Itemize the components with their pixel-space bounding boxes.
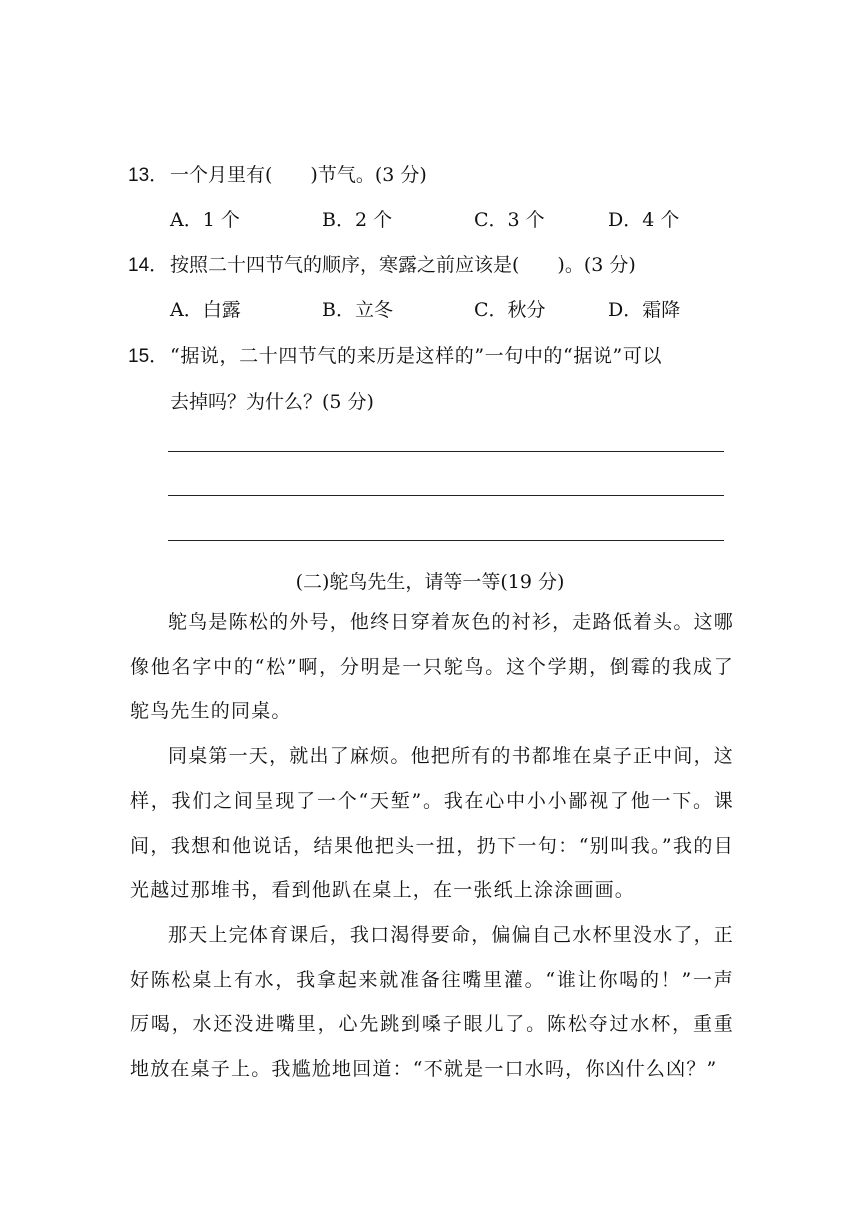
answer-line-3[interactable]	[168, 540, 724, 541]
question-13-option-c: C．3 个	[474, 209, 545, 231]
question-13-number: 13．	[128, 165, 169, 186]
question-13-text: 一个月里有( )节气。(3 分)	[170, 164, 427, 186]
question-15-text-line-2: 去掉吗？为什么？(5 分)	[170, 391, 374, 413]
passage-paragraph-3: 那天上完体育课后，我口渴得要命，偏偏自己水杯里没水了，正好陈松桌上有水，我拿起来就准备往嘴里灌。“谁让你喝的！”一声厉喝，水还没进嘴里，心先跳到嗓子眼儿了。陈松夺过水杯，重重地放在桌子上。我尴尬地回道：“不就是一口水吗，你凶什么凶？”	[130, 923, 734, 1081]
section-title: (二)鸵鸟先生，请等一等(19 分)	[295, 571, 565, 593]
answer-line-1[interactable]	[168, 451, 724, 452]
question-15-number: 15．	[128, 346, 169, 367]
passage-paragraph-1: 鸵鸟是陈松的外号，他终日穿着灰色的衬衫，走路低着头。这哪像他名字中的“松”啊，分明是一只鸵鸟。这个学期，倒霉的我成了鸵鸟先生的同桌。	[130, 611, 734, 723]
question-14-option-b: B．立冬	[322, 299, 393, 321]
question-14-option-d: D．霜降	[608, 299, 681, 321]
passage-paragraph-2: 同桌第一天，就出了麻烦。他把所有的书都堆在桌子正中间，这样，我们之间呈现了一个“天堑”。我在心中小小鄙视了他一下。课间，我想和他说话，结果他把头一扭，扔下一句：“别叫我。”我的目光越过那堆书，看到他趴在桌上，在一张纸上涂涂画画。	[130, 745, 734, 902]
question-14-option-c: C．秋分	[474, 299, 546, 321]
question-15-text-line-1: “据说，二十四节气的来历是这样的”一句中的“据说”可以	[170, 345, 663, 367]
question-14-option-a: A．白露	[170, 299, 241, 321]
question-13-option-d: D．4 个	[608, 209, 680, 231]
answer-line-2[interactable]	[168, 495, 724, 496]
reading-passage	[130, 600, 734, 1092]
question-14-number: 14．	[128, 255, 169, 276]
question-13-option-b: B．2 个	[322, 209, 393, 231]
question-13-option-a: A．1 个	[170, 209, 240, 231]
question-14-text: 按照二十四节气的顺序，寒露之前应该是( )。(3 分)	[170, 254, 636, 276]
